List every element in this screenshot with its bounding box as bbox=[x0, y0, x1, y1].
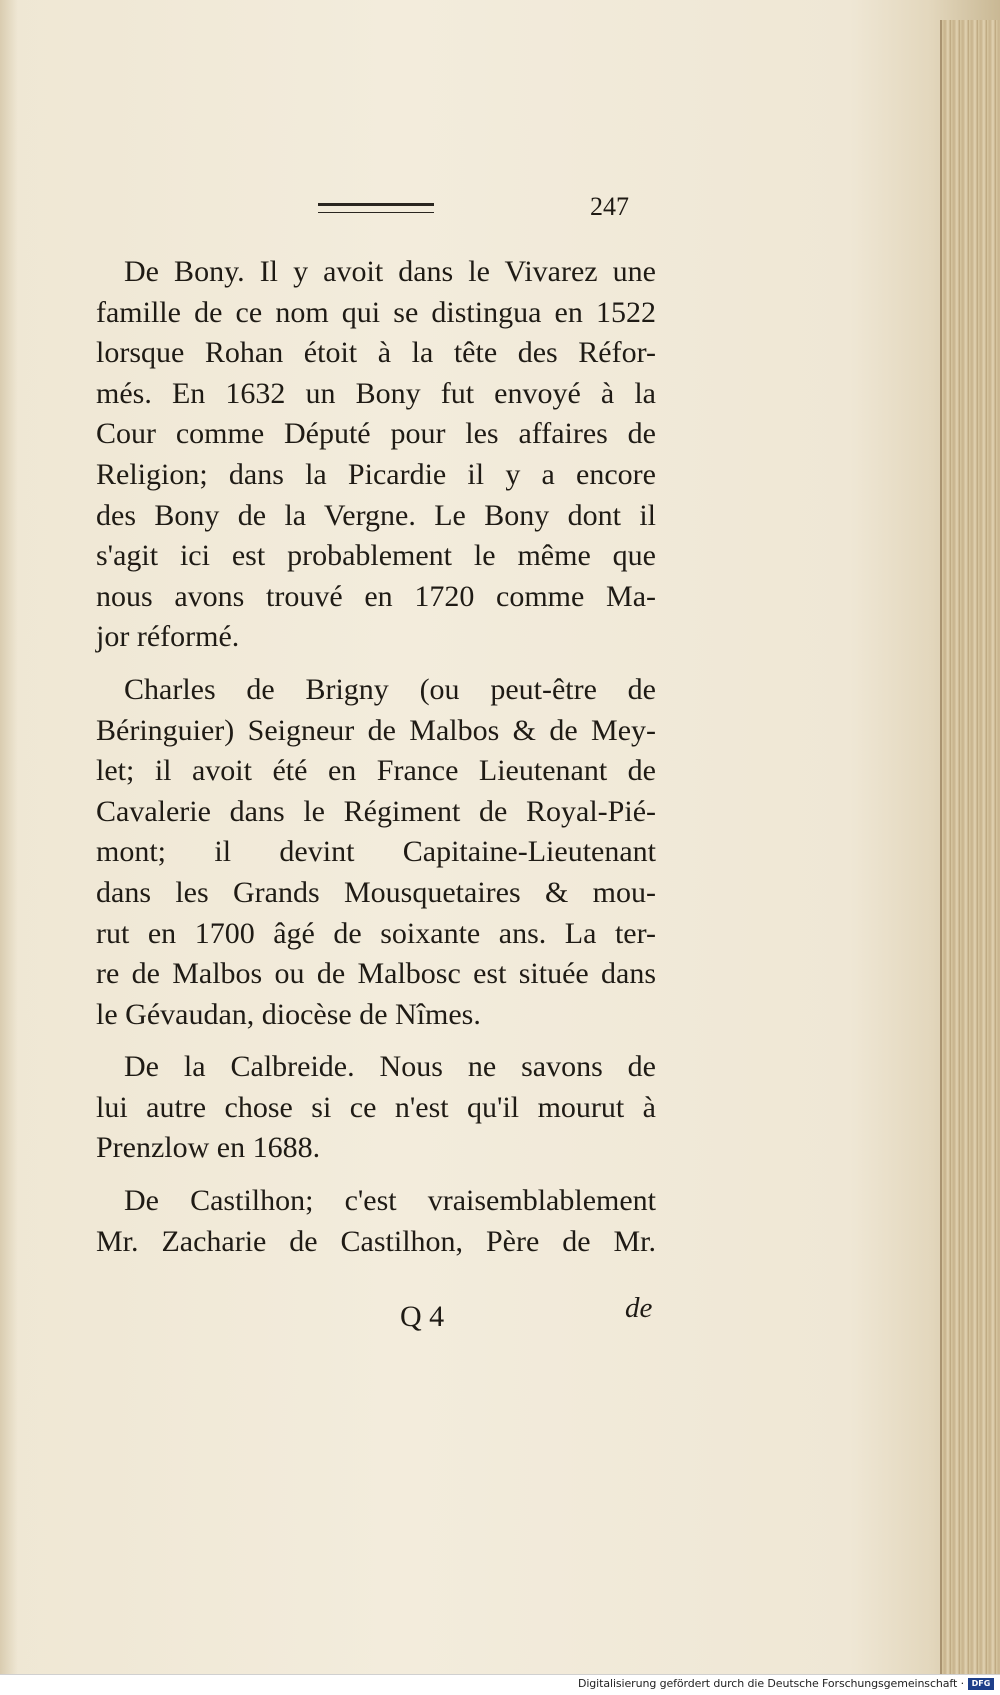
text-line: Prenzlow en 1688. bbox=[96, 1131, 321, 1165]
text-line: mont; il devint Capitaine-Lieutenant bbox=[96, 835, 656, 869]
text-line: Béringuier) Seigneur de Malbos & de Mey- bbox=[96, 713, 656, 747]
paragraph-castilhon bbox=[96, 1181, 656, 1262]
paragraph-bony bbox=[96, 252, 656, 658]
text-line: jor réformé. bbox=[96, 620, 240, 654]
body-text bbox=[96, 252, 656, 1262]
text-line: Cour comme Député pour les affaires de bbox=[96, 417, 656, 451]
text-line: rut en 1700 âgé de soixante ans. La ter- bbox=[96, 916, 656, 950]
text-line: dans les Grands Mousquetaires & mou- bbox=[96, 875, 656, 909]
text-line: lui autre chose si ce n'est qu'il mourut à bbox=[96, 1090, 656, 1124]
signature-mark: Q 4 bbox=[400, 1300, 445, 1333]
text-line: lorsque Rohan étoit à la tête des Réfor- bbox=[96, 336, 656, 370]
text-line: re de Malbos ou de Malbosc est située dans bbox=[96, 957, 656, 991]
text-line: De Castilhon; c'est vraisemblablement bbox=[124, 1184, 656, 1218]
text-line: més. En 1632 un Bony fut envoyé à la bbox=[96, 376, 656, 410]
paragraph-brigny bbox=[96, 670, 656, 1035]
text-line: nous avons trouvé en 1720 comme Ma- bbox=[96, 579, 656, 613]
text-line: s'agit ici est probablement le même que bbox=[96, 539, 656, 573]
dfg-logo: DFG bbox=[968, 1678, 994, 1690]
text-line: Religion; dans la Picardie il y a encore bbox=[96, 457, 656, 491]
text-line: Mr. Zacharie de Castilhon, Père de Mr. bbox=[96, 1224, 656, 1258]
text-line: des Bony de la Vergne. Le Bony dont il bbox=[96, 498, 656, 532]
text-line: De la Calbreide. Nous ne savons de bbox=[124, 1050, 656, 1084]
paragraph-calbreide bbox=[96, 1047, 656, 1169]
text-line: Charles de Brigny (ou peut-être de bbox=[124, 672, 656, 706]
text-line: Cavalerie dans le Régiment de Royal-Pié- bbox=[96, 794, 656, 828]
digitization-credit: Digitalisierung gefördert durch die Deutsche Forschungsgemeinschaft · bbox=[577, 1677, 964, 1690]
text-line: De Bony. Il y avoit dans le Vivarez une bbox=[124, 255, 656, 288]
header-rule bbox=[318, 203, 434, 213]
catchword: de bbox=[625, 1292, 653, 1324]
page-number: 247 bbox=[590, 192, 629, 221]
gutter-shadow bbox=[0, 0, 18, 1694]
text-line: let; il avoit été en France Lieutenant de bbox=[96, 754, 656, 788]
text-line: le Gévaudan, diocèse de Nîmes. bbox=[96, 997, 481, 1031]
text-line: famille de ce nom qui se distingua en 1522 bbox=[96, 295, 656, 329]
page-edges bbox=[940, 20, 1000, 1680]
